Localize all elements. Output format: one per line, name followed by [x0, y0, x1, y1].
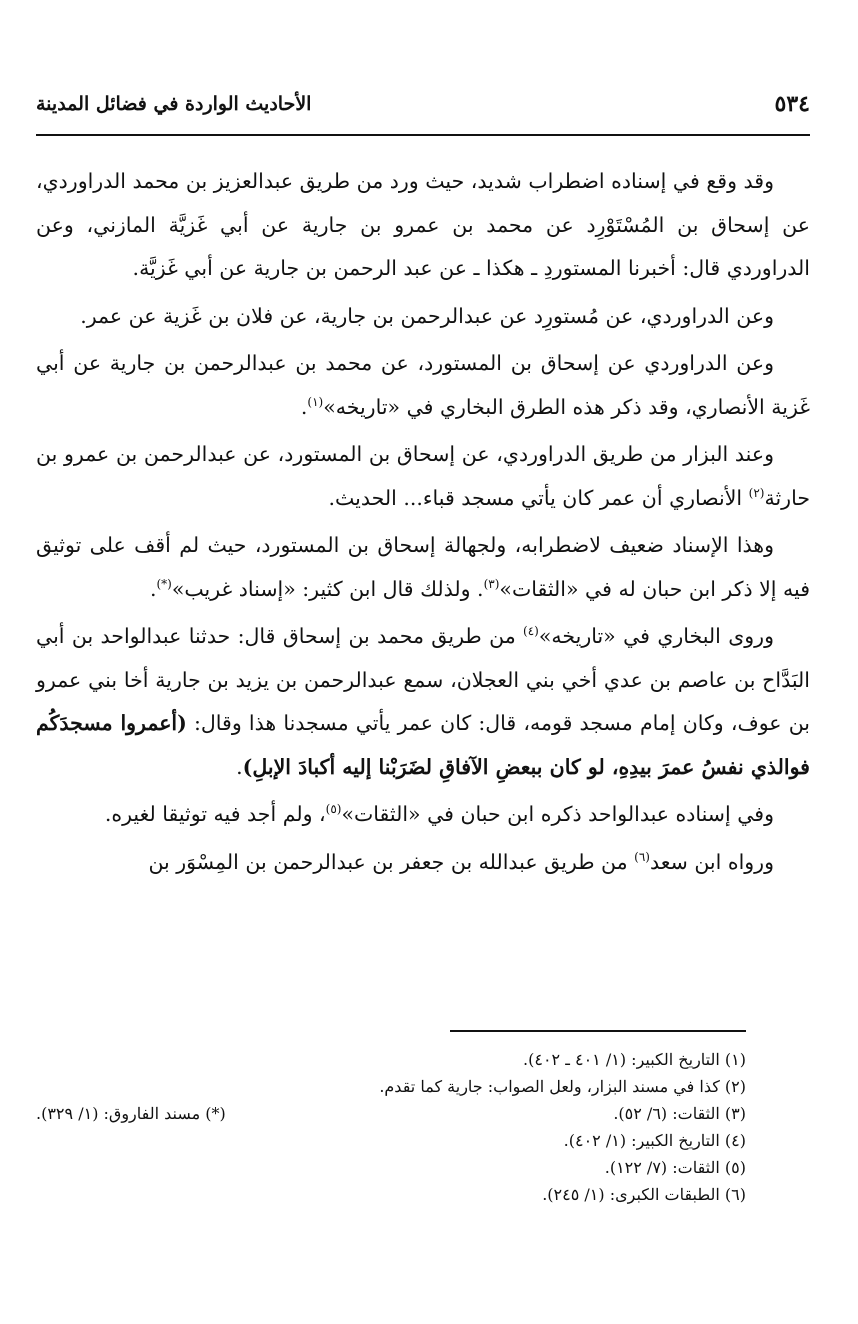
- paragraph-text: ورواه ابن سعد: [649, 849, 774, 874]
- paragraph-text: وروى البخاري في «تاريخه»: [538, 624, 774, 648]
- paragraph-text: .: [300, 394, 308, 419]
- paragraph-text: .: [149, 576, 157, 601]
- paragraph-text: الأنصاري أن عمر كان يأتي مسجد قباء... الحديث.: [328, 485, 749, 510]
- paragraph-text: من طريق عبدالله بن جعفر بن عبدالرحمن بن المِسْوَر بن: [148, 849, 635, 874]
- body-text: [36, 160, 810, 888]
- footnote-rule: [450, 1030, 746, 1032]
- footnote-5: [36, 1154, 746, 1181]
- hadith-quote: (أعمروا مسجدَكُم فوالذي نفسُ عمرَ بيدِهِ، لو كان ببعضِ الآفاقِ لضَرَبْنا إليه أكبادَ الإبلِ): [36, 711, 810, 779]
- footnote-text: (٤) التاريخ الكبير: (١/ ٤٠٢).: [563, 1131, 746, 1150]
- paragraph-text: وفي إسناده عبدالواحد ذكره ابن حبان في «الثقات»: [341, 802, 774, 826]
- paragraph-3: [36, 342, 810, 429]
- paragraph-5: [36, 524, 810, 611]
- paragraph-text: وعن الدراوردي، عن مُستورِد عن عبدالرحمن بن جارية، عن فلان بن غَزية عن عمر.: [80, 303, 774, 328]
- footnote-star: (*) مسند الفاروق: (١/ ٣٢٩).: [36, 1104, 226, 1123]
- paragraph-1: [36, 160, 810, 291]
- footnote-ref: (٥): [325, 802, 342, 817]
- footnote-ref: (*): [156, 576, 172, 591]
- running-title: الأحاديث الواردة في فضائل المدينة: [36, 93, 312, 115]
- paragraph-7: [36, 793, 810, 837]
- paragraph-text: .: [236, 754, 243, 779]
- paragraph-text: وعن الدراوردي عن إسحاق بن المستورد، عن محمد بن عبدالرحمن بن جارية عن أبي غَزية الأنصاري، وقد ذكر هذه الطرق البخاري في «تاريخه»: [36, 351, 810, 419]
- paragraph-8: [36, 841, 810, 885]
- footnote-text: (٦) الطبقات الكبرى: (١/ ٢٤٥).: [542, 1185, 746, 1204]
- paragraph-text: . ولذلك قال ابن كثير: «إسناد غريب»: [171, 576, 484, 601]
- page-header: [36, 84, 810, 124]
- paragraph-2: [36, 295, 810, 339]
- paragraph-text: وهذا الإسناد ضعيف لاضطرابه، ولجهالة إسحاق بن المستورد، حيث لم أقف على توثيق فيه إلا ذكر ابن حبان له في «الثقات»: [36, 533, 810, 601]
- paragraph-text: وقد وقع في إسناده اضطراب شديد، حيث ورد من طريق عبدالعزيز بن محمد الدراوردي، عن إسحاق بن المُسْتَوْرِد عن محمد بن عمرو بن جارية عن أبي غَزيَّة المازني، وعن الدراوردي قال: أخبرنا المستوردِ ـ هكذا ـ عن عبد الرحمن بن جارية عن أبي غَزيَّة.: [36, 169, 810, 280]
- paragraph-text: وعند البزار من طريق الدراوردي، عن إسحاق بن المستورد، عن عبدالرحمن بن عمرو بن حارثة: [36, 442, 810, 510]
- footnote-ref: (٣): [483, 576, 500, 591]
- paragraph-text: من طريق محمد بن إسحاق قال: حدثنا عبدالواحد بن أبي البَدَّاح بن عاصم بن عدي أخي بني العجلان، سمع عبدالرحمن بن يزيد بن جارية أخا بني عمرو بن عوف، وكان إمام مسجد قومه، قال: كان عمر يأتي مسجدنا هذا وقال:: [36, 624, 811, 735]
- footnote-text: (٥) الثقات: (٧/ ١٢٢).: [604, 1158, 746, 1177]
- footnote-ref: (١): [307, 394, 324, 409]
- footnotes: [36, 1046, 746, 1208]
- footnote-6: [36, 1181, 746, 1208]
- footnote-text: (١) التاريخ الكبير: (١/ ٤٠١ ـ ٤٠٢).: [523, 1050, 746, 1069]
- footnote-ref: (٤): [523, 624, 539, 639]
- footnote-1: [36, 1046, 746, 1073]
- header-rule: [36, 134, 810, 136]
- paragraph-6: [36, 615, 810, 789]
- footnote-text: (٣) الثقات: (٦/ ٥٢).: [613, 1104, 746, 1123]
- page-number: ٥٣٤: [774, 91, 810, 117]
- footnote-text: (٢) كذا في مسند البزار، ولعل الصواب: جارية كما تقدم.: [379, 1077, 746, 1096]
- paragraph-4: [36, 433, 810, 520]
- footnote-ref: (٢): [748, 485, 765, 500]
- footnote-ref: (٦): [634, 849, 650, 864]
- footnote-4: [36, 1127, 746, 1154]
- footnote-2: [36, 1073, 746, 1100]
- footnote-3: [36, 1100, 746, 1127]
- paragraph-text: ، ولم أجد فيه توثيقا لغيره.: [104, 802, 326, 826]
